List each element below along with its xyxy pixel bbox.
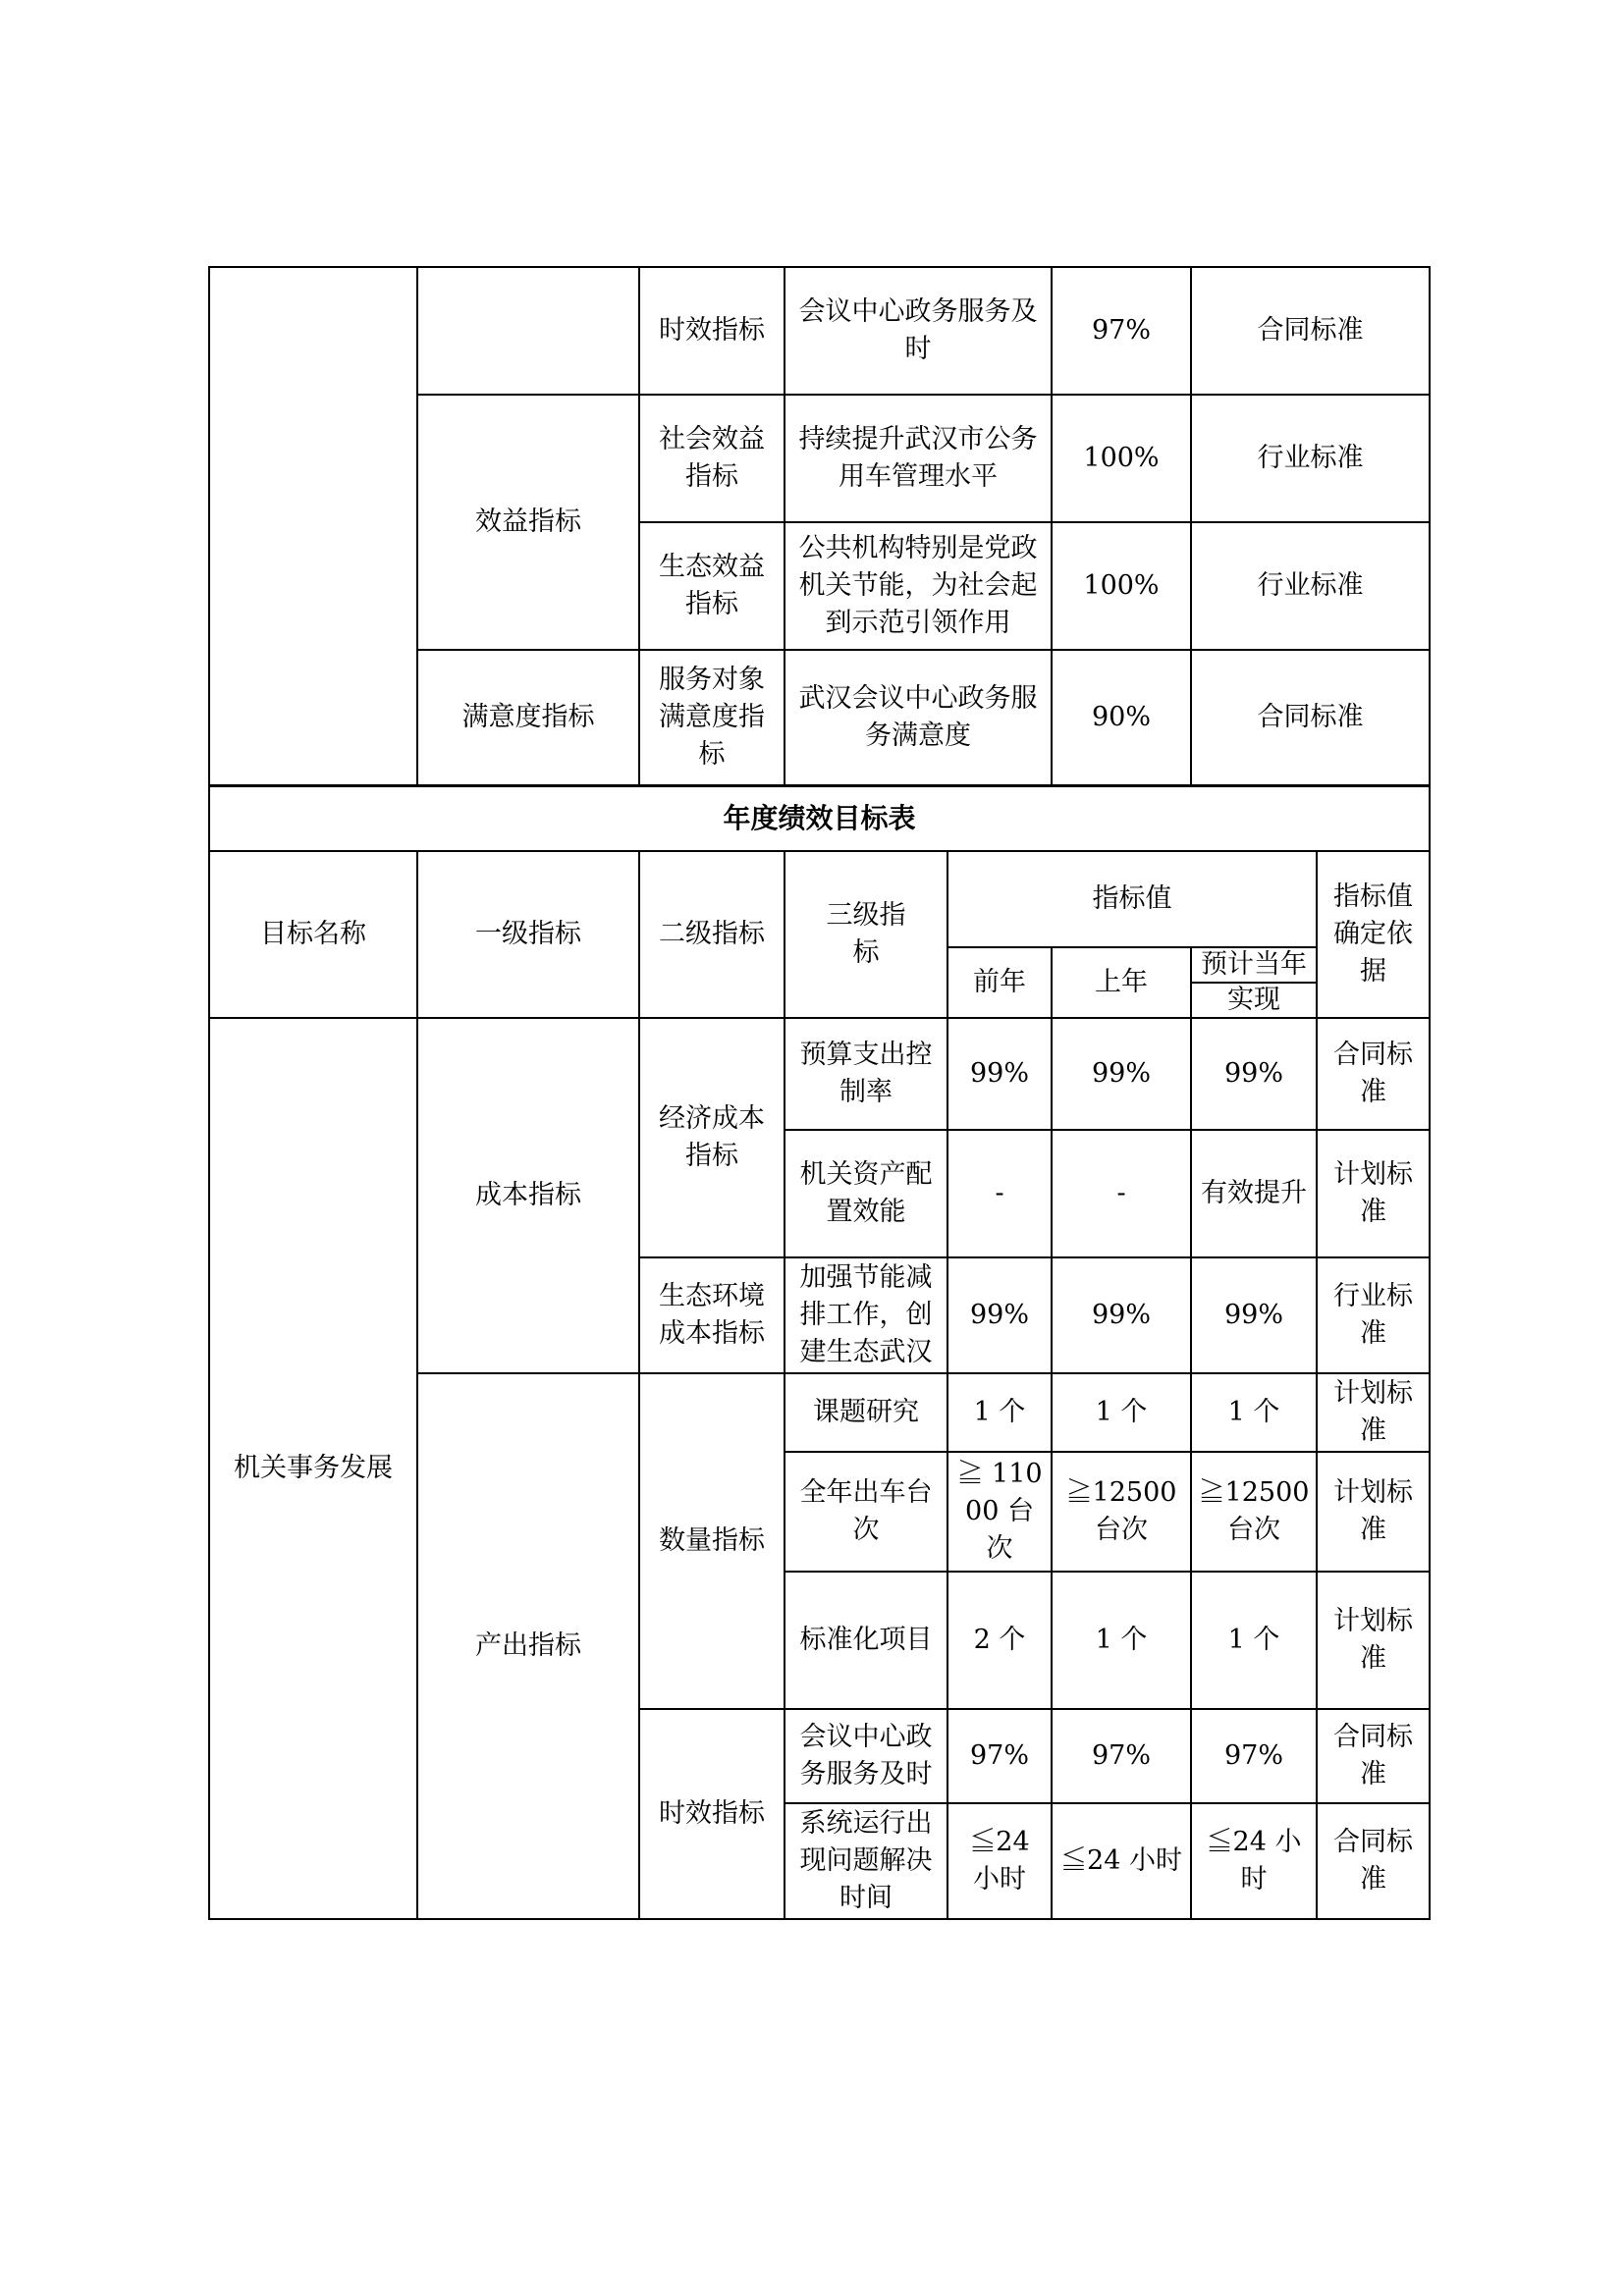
prev-cell: 1 个: [947, 1373, 1052, 1452]
prev-cell: 99%: [947, 1257, 1052, 1373]
current-cell: ≧12500 台次: [1191, 1452, 1317, 1572]
level2-cell: 生态效益指标: [639, 522, 785, 650]
annual-performance-table: [208, 785, 1431, 1920]
level1-output-cell: 产出指标: [417, 1373, 639, 1919]
level3-cell: 持续提升武汉市公务用车管理水平: [785, 395, 1052, 522]
table-title: 年度绩效目标表: [209, 786, 1430, 851]
header-level3: 三级指标: [785, 851, 947, 1018]
last-cell: 1 个: [1052, 1373, 1191, 1452]
basis-cell: 合同标准: [1191, 650, 1430, 785]
last-cell: -: [1052, 1130, 1191, 1257]
basis-cell: 计划标准: [1317, 1452, 1430, 1572]
level3-cell: 机关资产配置效能: [785, 1130, 947, 1257]
level3-cell: 课题研究: [785, 1373, 947, 1452]
value-cell: 100%: [1052, 395, 1191, 522]
level1-cell-empty: [417, 267, 639, 395]
basis-cell: 合同标准: [1317, 1709, 1430, 1803]
level3-cell: 会议中心政务服务及时: [785, 1709, 947, 1803]
performance-table-continued: [208, 266, 1431, 786]
basis-cell: 合同标准: [1191, 267, 1430, 395]
last-cell: 99%: [1052, 1018, 1191, 1130]
prev-cell: 97%: [947, 1709, 1052, 1803]
prev-cell: ≦24 小时: [947, 1803, 1052, 1919]
header-basis: 指标值确定依据: [1317, 851, 1430, 1018]
level2-cell: 社会效益指标: [639, 395, 785, 522]
level1-cell: 效益指标: [417, 395, 639, 650]
level3-cell: 预算支出控制率: [785, 1018, 947, 1130]
header-current-year: [1191, 947, 1317, 1018]
header-last-year: 上年: [1052, 947, 1191, 1018]
level3-cell: 武汉会议中心政务服务满意度: [785, 650, 1052, 785]
current-cell: 97%: [1191, 1709, 1317, 1803]
prev-cell: 99%: [947, 1018, 1052, 1130]
level1-cost-cell: 成本指标: [417, 1018, 639, 1373]
basis-cell: 行业标准: [1191, 522, 1430, 650]
prev-cell: -: [947, 1130, 1052, 1257]
level2-timeliness-cell: 时效指标: [639, 1709, 785, 1919]
basis-cell: 合同标准: [1317, 1018, 1430, 1130]
header-prev-year: 前年: [947, 947, 1052, 1018]
goal-cell-empty: [209, 267, 417, 785]
current-cell: 99%: [1191, 1018, 1317, 1130]
value-cell: 97%: [1052, 267, 1191, 395]
basis-cell: 行业标准: [1317, 1257, 1430, 1373]
basis-cell: 计划标准: [1317, 1373, 1430, 1452]
basis-cell: 计划标准: [1317, 1130, 1430, 1257]
level2-cell: 服务对象满意度指标: [639, 650, 785, 785]
header-goal-name: 目标名称: [209, 851, 417, 1018]
table-title-row: [209, 786, 1430, 851]
header-row: [209, 851, 1430, 947]
header-level1: 一级指标: [417, 851, 639, 1018]
basis-cell: 行业标准: [1191, 395, 1430, 522]
level2-quantity-cell: 数量指标: [639, 1373, 785, 1709]
header-level2: 二级指标: [639, 851, 785, 1018]
current-cell: 有效提升: [1191, 1130, 1317, 1257]
last-cell: 99%: [1052, 1257, 1191, 1373]
last-cell: 1 个: [1052, 1572, 1191, 1709]
current-cell: 99%: [1191, 1257, 1317, 1373]
table-row: [209, 267, 1430, 395]
level3-cell: 标准化项目: [785, 1572, 947, 1709]
value-cell: 90%: [1052, 650, 1191, 785]
level3-cell: 公共机构特别是党政机关节能，为社会起到示范引领作用: [785, 522, 1052, 650]
basis-cell: 计划标准: [1317, 1572, 1430, 1709]
current-cell: ≦24 小时: [1191, 1803, 1317, 1919]
level2-cell: 时效指标: [639, 267, 785, 395]
current-cell: 1 个: [1191, 1373, 1317, 1452]
level3-cell: 系统运行出现问题解决时间: [785, 1803, 947, 1919]
prev-cell: 2 个: [947, 1572, 1052, 1709]
level3-cell: 全年出车台次: [785, 1452, 947, 1572]
last-cell: ≦24 小时: [1052, 1803, 1191, 1919]
prev-cell: ≧ 11000 台次: [947, 1452, 1052, 1572]
last-cell: 97%: [1052, 1709, 1191, 1803]
level2-eco-cell: 生态环境成本指标: [639, 1257, 785, 1373]
level3-cell: 加强节能减排工作，创建生态武汉: [785, 1257, 947, 1373]
level3-cell: 会议中心政务服务及时: [785, 267, 1052, 395]
value-cell: 100%: [1052, 522, 1191, 650]
basis-cell: 合同标准: [1317, 1803, 1430, 1919]
table-row: [209, 1018, 1430, 1130]
level1-cell: 满意度指标: [417, 650, 639, 785]
header-expected: 预计当年: [1192, 948, 1316, 984]
goal-name-cell: 机关事务发展: [209, 1018, 417, 1919]
current-cell: 1 个: [1191, 1572, 1317, 1709]
header-actual: 实现: [1227, 985, 1280, 1015]
header-indicator-value: 指标值: [947, 851, 1317, 947]
level2-economic-cell: 经济成本指标: [639, 1018, 785, 1257]
last-cell: ≧12500 台次: [1052, 1452, 1191, 1572]
